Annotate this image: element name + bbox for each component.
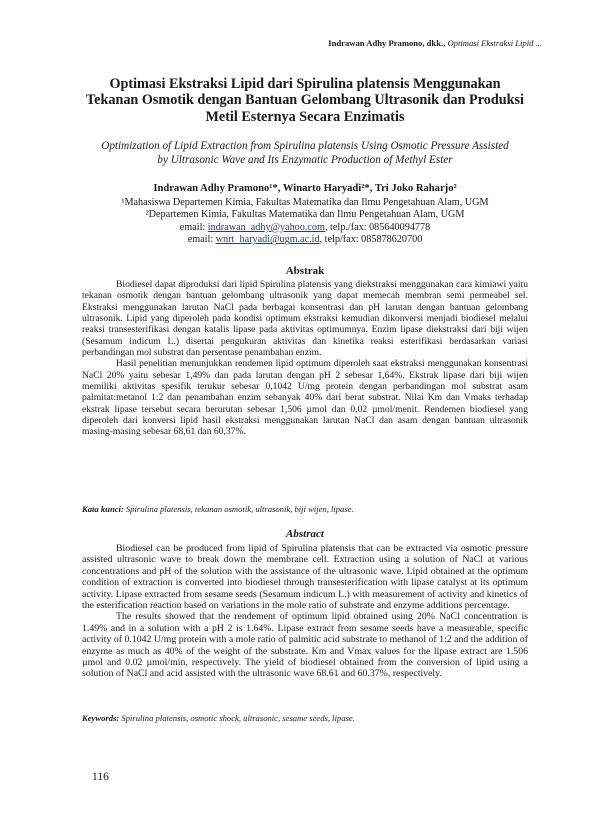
keywords — [82, 713, 528, 724]
email-label: email: — [187, 234, 216, 246]
abstract-paragraph: The results showed that the rendement of optimum lipid obtained using 20% NaCl concentration is 1.49% and in a solution with a pH 2 is 1.64%. Lipase extract from sesame seeds have a measurable, specific activity of 0.1042 U/mg protein with a mole ratio of palmitic acid substrate to methanol of 1:2 and the addition of enzyme as much as 40% of the weight of the substrate. Km and Vmax values for the lipase extract are 1.506 µmol and 0.02 µmol/min, respectively. The yield of biodiesel obtained from the conversion of lipid using a solution of NaCl and acid assisted with the ultrasonic wave 68.61 and 60.37%, respectively. — [82, 611, 528, 680]
abstrak-heading: Abstrak — [285, 265, 325, 277]
email-link-1[interactable]: indrawan_adhy@yahoo.com — [207, 221, 325, 233]
english-title — [82, 139, 528, 167]
abstrak-body — [82, 279, 528, 438]
abstract-body — [82, 543, 528, 680]
kata-kunci-text: Spirulina platensis, tekanan osmotik, ultrasonik, biji wijen, lipase. — [125, 504, 354, 514]
title-line: Tekanan Osmotik dengan Bantuan Gelombang Ultrasonik dan Produksi — [86, 92, 524, 109]
running-head-author: Indrawan Adhy Pramono, dkk., — [328, 38, 446, 48]
title-line: Optimasi Ekstraksi Lipid dari Spirulina platensis Menggunakan — [109, 76, 501, 92]
abstrak-paragraph: Hasil penelitian menunjukkan rendemen lipid optimum diperoleh saat ekstraksi menggunakan konsentrasi NaCl 20% yaitu sebesar 1,49% dan pada larutan dengan pH 2 sebesar 1,64%. Ekstrak lipase dari biji wijen memiliki aktivitas spesifik terukur sebesar 0,1042 U/mg protein dengan perbandingan mol substrat asam palmitat:metanol 1:2 dan penambahan enzim sebanyak 40% dari berat substrat. Nilai Km dan Vmaks terhadap ekstrak lipase tersebut secara berurutan sebesar 1,506 µmol dan 0,02 µmol/menit. Rendemen biodiesel yang diperoleh dari konversi lipid hasil ekstraksi menggunakan larutan NaCl dan asam dengan bantuan ultrasonik masing-masing sebesar 68,61 dan 60,37%. — [82, 358, 528, 438]
contact-1 — [82, 222, 528, 235]
affiliation-1: ¹Mahasiswa Departemen Kimia, Fakultas Matematika dan Ilmu Pengetahuan Alam, UGM — [121, 196, 489, 208]
abstract-paragraph: Biodiesel can be produced from lipid of Spirulina platensis that can be extracted via osmotic pressure assisted ultrasonic wave to break down the membrane cell. Extraction using a solution of NaCl at various concentrations and pH of the solution with the assistance of the ultrasonic wave. Lipid obtained at the optimum condition of extraction is converted into biodiesel through transesterification with lipase catalyst at its optimum activity. Lipase extracted from sesame seeds (Sesamum indicum L.) with measurement of activity and kinetics of the esterification reaction based on variations in the mole ratio of substrate and enzyme additions percentage. — [82, 543, 528, 612]
keywords-label: Keywords: — [82, 713, 120, 723]
keywords-text: Spirulina platensis, osmotic shock, ultrasonic, sesame seeds, lipase. — [121, 713, 355, 723]
contact-2 — [82, 234, 528, 247]
affiliation-2: ²Departemen Kimia, Fakultas Matematika dan Ilmu Pengetahuan Alam, UGM — [145, 209, 465, 221]
phone-2: , telp/fax: 085878620700 — [319, 234, 423, 246]
email-label: email: — [179, 221, 208, 233]
title-line: Metil Esternya Secara Enzimatis — [205, 108, 405, 125]
running-head — [328, 38, 542, 48]
author-names: Indrawan Adhy Pramono¹*, Winarto Haryadi²*, Tri Joko Raharjo² — [153, 183, 457, 194]
english-title-line: by Ultrasonic Wave and Its Enzymatic Production of Methyl Ester — [157, 154, 453, 167]
page-number: 116 — [92, 771, 109, 783]
phone-1: , telp./fax: 085640094778 — [324, 221, 431, 233]
abstrak-paragraph: Biodiesel dapat diproduksi dari lipid Spirulina platensis yang diekstraksi menggunakan cara kimiawi yaitu tekanan osmotik dengan bantuan gelombang ultrasonik yang dapat memecah membran semi permeabel sel. Ekstraksi menggunakan larutan NaCl pada berbagai konsentrasi dan pH larutan dengan bantuan gelombang ultrasonik. Lipid yang diperoleh pada kondisi optimum ekstraksi kemudian dikonversi menjadi biodiesel melalui reaksi transesterifikasi dengan katalis lipase pada aktivitas optimumnya. Enzim lipase diekstraksi dari biji wijen (Sesamum indicum L.) disertai pengukuran aktivitas dan kinetika reaksi esterifikasi berdasarkan variasi perbandingan mol substrat dan persentase penambahan enzim. — [82, 279, 528, 359]
kata-kunci — [82, 504, 528, 515]
kata-kunci-label: Kata kunci: — [82, 504, 124, 514]
email-link-2[interactable]: wnrt_haryadi@ugm.ac.id — [215, 234, 320, 246]
english-title-line: Optimization of Lipid Extraction from Spirulina platensis Using Osmotic Pressure Assisted — [101, 140, 509, 152]
running-head-title: Optimasi Ekstraksi Lipid ... — [447, 38, 542, 48]
abstract-heading: Abstract — [286, 528, 324, 540]
paper-title — [82, 76, 528, 125]
author-block — [82, 183, 528, 247]
